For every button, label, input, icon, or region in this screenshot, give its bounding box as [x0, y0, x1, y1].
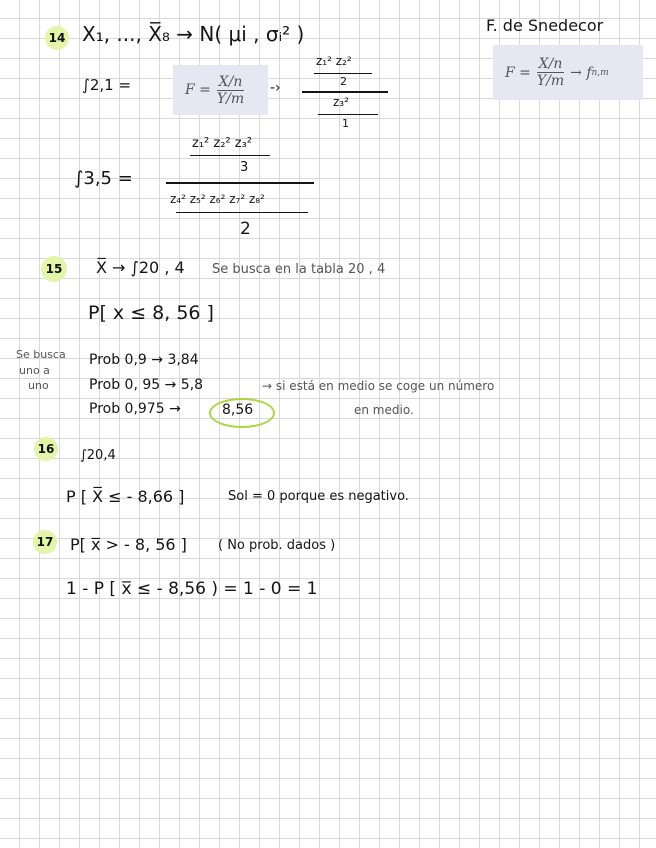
- exercise-17-probability: P[ x̅ > - 8, 56 ]: [70, 535, 187, 554]
- f21-arrow: -›: [270, 80, 281, 96]
- exercise-16-line1: ∫20,4: [80, 448, 116, 463]
- exercise-15-note1: Se busca en la tabla 20 , 4: [212, 262, 386, 277]
- exercise-16-probability: P [ X̅ ≤ - 8,66 ]: [66, 487, 185, 506]
- formula-subscript: n,m: [591, 67, 609, 78]
- f35-numerator-bar: [190, 155, 270, 156]
- f21-label: ∫2,1 =: [82, 76, 132, 94]
- side-note-line1: Se busca: [16, 348, 66, 361]
- exercise-15-probability: P[ x ≤ 8, 56 ]: [88, 302, 214, 324]
- formula-arrow: → f: [570, 64, 592, 81]
- formula-lhs: F =: [505, 64, 531, 81]
- snedecor-title: F. de Snedecor: [486, 16, 604, 35]
- f35-denominator: z₄² z₅² z₆² z₇² z₈²: [170, 192, 265, 206]
- formula-lhs: F =: [185, 82, 211, 98]
- exercise-17-badge: 17: [33, 530, 57, 554]
- f21-denominator-divisor: 1: [342, 117, 349, 130]
- prob-row-3-value: 8,56: [222, 402, 254, 418]
- fraction-denominator: Y/m: [216, 90, 245, 107]
- f35-label: ∫3,5 =: [74, 168, 133, 189]
- side-note-line3: uno: [28, 379, 49, 392]
- prob-row-3: Prob 0,975 →: [89, 401, 181, 417]
- fraction: [535, 56, 566, 89]
- exercise-15-note2b: en medio.: [354, 403, 414, 417]
- f35-denominator-bar: [176, 212, 308, 213]
- f21-formula-box: [173, 65, 268, 115]
- side-note-line2: uno a: [19, 364, 50, 377]
- fraction-numerator: X/n: [538, 56, 563, 72]
- fraction-numerator: X/n: [218, 73, 243, 90]
- exercise-17-result: 1 - P [ x̅ ≤ - 8,56 ) = 1 - 0 = 1: [66, 579, 318, 599]
- fraction: [215, 74, 246, 107]
- f21-numerator-divisor: 2: [340, 75, 347, 88]
- exercise-15-line1: X̅ → ∫20 , 4: [96, 258, 185, 277]
- f35-numerator-divisor: 3: [240, 160, 249, 175]
- f35-numerator: z₁² z₂² z₃²: [192, 136, 253, 151]
- f35-main-bar: [166, 182, 314, 184]
- f21-numerator-bar: [314, 73, 372, 74]
- exercise-14-header: X₁, ..., X̅₈ → N( μi , σᵢ² ): [82, 22, 305, 46]
- exercise-14-badge: 14: [45, 26, 69, 50]
- exercise-16-solution: Sol = 0 porque es negativo.: [228, 489, 409, 504]
- f21-main-bar: [302, 91, 388, 93]
- exercise-15-note2a: → si está en medio se coge un número: [262, 379, 495, 393]
- exercise-17-note: ( No prob. dados ): [218, 538, 336, 553]
- snedecor-formula-box: [493, 45, 643, 100]
- f21-denominator: z₃²: [333, 95, 349, 109]
- exercise-15-badge: 15: [41, 256, 67, 282]
- f21-denominator-bar: [318, 114, 378, 115]
- fraction-denominator: Y/m: [536, 73, 565, 89]
- exercise-16-badge: 16: [34, 437, 58, 461]
- prob-row-1: Prob 0,9 → 3,84: [89, 352, 199, 368]
- prob-row-2: Prob 0, 95 → 5,8: [89, 377, 204, 393]
- f21-numerator: z₁² z₂²: [316, 54, 352, 68]
- f35-denominator-divisor: 2: [240, 219, 251, 239]
